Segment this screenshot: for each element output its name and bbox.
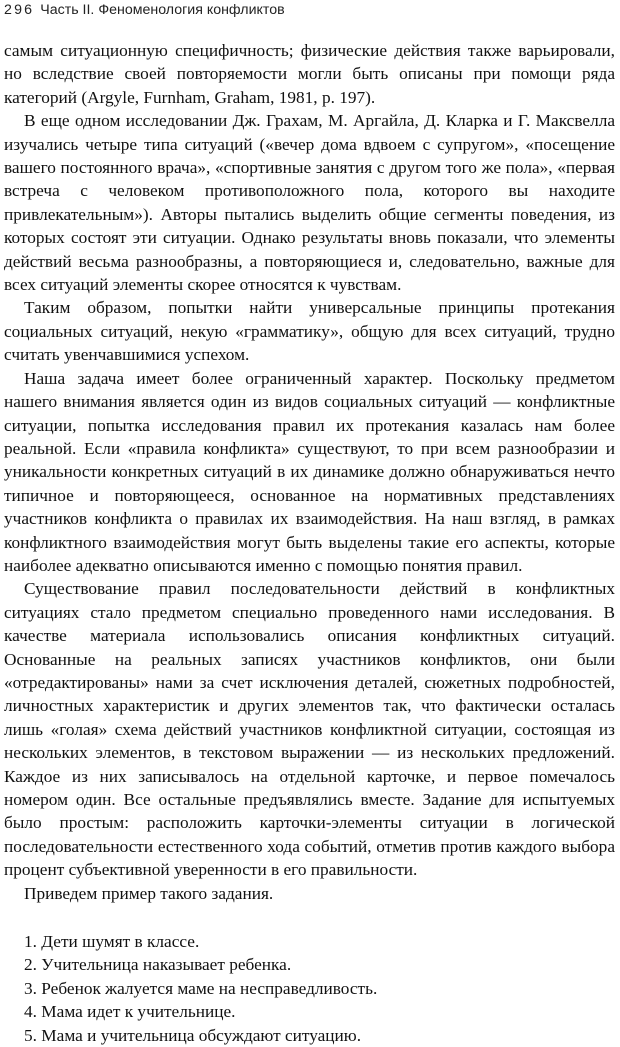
paragraph: Таким образом, попытки найти универсальные принципы протекания социальных ситуаций, некую «грамматику», общую для всех ситуаций, трудно считать увенчавшимися успехом.: [4, 298, 615, 365]
paragraph: Существование правил последовательности действий в конфликтных ситуациях стало предметом специально проведенного нами исследования. В качестве материала использовались описания конфликтных ситуаций. Основанные на реальных записях участников конфликтов, они были «отредактированы» нами за счет исключения деталей, сюжетных подробностей, личностных характеристик и других элементов так, что фактически осталась лишь «голая» схема действий участников конфликтной ситуации, состоящая из нескольких элементов, в текстовом выражении — из нескольких предложений. Каждое из них записывалось на отдельной карточке, и первое помечалось номером один. Все остальные предъявлялись вместе. Задание для испытуемых было простым: расположить карточки-элементы ситуации в логической последовательности естественного хода событий, отметив против каждого выбора процент субъективной уверенности в его правильности.: [4, 579, 615, 880]
paragraph-intro: Приведем пример такого задания.: [24, 883, 274, 903]
paragraph: В еще одном исследовании Дж. Грахам, М. Аргайла, Д. Кларка и Г. Максвелла изучались четыре типа ситуаций («вечер дома вдвоем с супругом», «посещение вашего постоянного врача», «спортивные занятия с другом того же пола», «первая встреча с человеком противоположного пола, которого вы находите привлекательным»). Авторы пытались выделить общие сегменты поведения, из которых состоят эти ситуации. Однако результаты вновь показали, что элементы действий весьма разнообразны, а повторяющиеся и, следовательно, важные для всех ситуаций элементы скорее относятся к чувствам.: [4, 111, 615, 295]
list-item: 1. Дети шумят в классе.: [24, 932, 200, 952]
running-head: [4, 0, 615, 20]
example-list: [4, 930, 615, 1047]
page-number: 296: [4, 2, 35, 18]
running-head-title: Часть II. Феноменология конфликтов: [40, 2, 285, 18]
list-item: 4. Мама идет к учительнице.: [24, 1002, 236, 1022]
book-page: [4, 0, 615, 1045]
list-item: 2. Учительница наказывает ребенка.: [24, 955, 292, 975]
list-item: 5. Мама и учительница обсуждают ситуацию.: [24, 1025, 362, 1045]
body-text: [4, 39, 615, 905]
paragraph: Наша задача имеет более ограниченный характер. Поскольку предметом нашего внимания является один из видов социальных ситуаций — конфликтные ситуации, попытка исследования правил их протекания казалась нам более реальной. Если «правила конфликта» существуют, то при всем разнообразии и уникальности конкретных ситуаций в их динамике должно обнаруживаться нечто типичное и повторяющееся, основанное на нормативных представлениях участников конфликта о правилах их взаимодействия. На наш взгляд, в рамках конфликтного взаимодействия могут быть выделены такие его аспекты, которые наиболее адекватно описываются именно с помощью понятия правил.: [4, 368, 615, 575]
paragraph-continuation: самым ситуационную специфичность; физические действия также варьировали, но вследствие своей повторяемости могли быть описаны при помощи ряда категорий (Argyle, Furnham, Graham, 1981, p. 197).: [4, 41, 615, 107]
list-item: 3. Ребенок жалуется маме на несправедливость.: [24, 978, 378, 998]
